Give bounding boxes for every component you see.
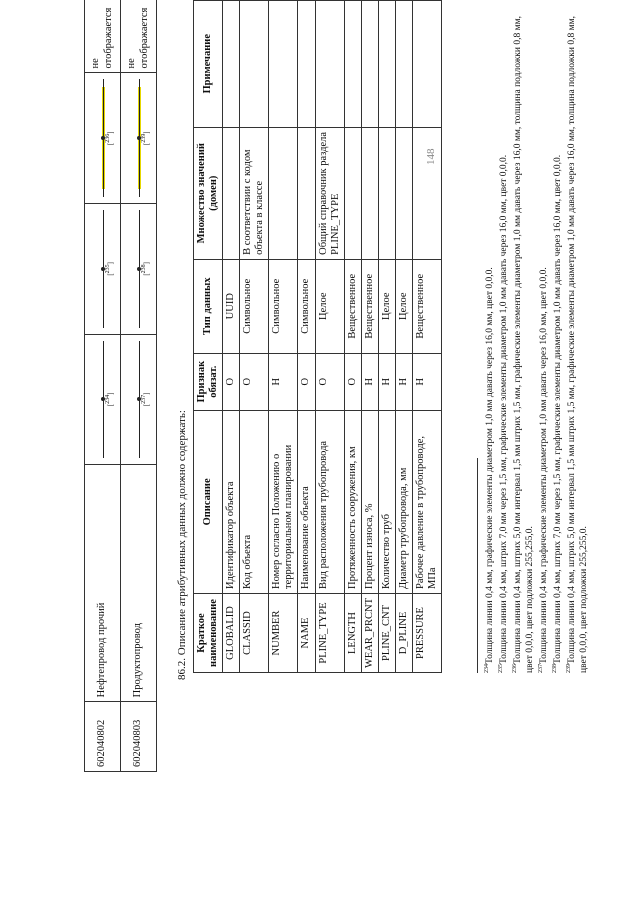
cell-required: Н <box>378 353 395 410</box>
table-row <box>344 1 361 673</box>
cell-domain <box>269 127 298 259</box>
col-header-short-name: Краткое наименование <box>194 593 223 672</box>
footnote-number: 236 <box>512 664 519 673</box>
cell-domain <box>223 127 240 259</box>
table-row <box>315 1 344 673</box>
cell-description: Номер согласно Положению о территориальном планировании <box>269 410 298 593</box>
cell-data-type: Вещественное <box>361 259 378 353</box>
cell-short-name: NAME <box>298 593 315 672</box>
cell-domain <box>395 127 412 259</box>
section-caption: 86.2. Описание атрибутивных данных должно содержать: <box>176 410 188 680</box>
cell-description: Вид расположения трубопровода <box>315 410 344 593</box>
cell-domain <box>378 127 395 259</box>
cell-data-type: Символьное <box>298 259 315 353</box>
legend-row <box>121 0 157 772</box>
cell-note <box>240 1 269 128</box>
cell-note <box>269 1 298 128</box>
object-code: 602040802 <box>85 702 121 772</box>
cell-short-name: GLOBALID <box>223 593 240 672</box>
col-header-domain: Множество значений (домен) <box>194 127 223 259</box>
cell-required: О <box>315 353 344 410</box>
cell-description: Протяженность сооружения, км <box>344 410 361 593</box>
cell-domain: Общий справочник раздела PLINE_TYPE <box>315 127 344 259</box>
col-header-note: Примечание <box>194 1 223 128</box>
cell-short-name: D_PLINE <box>395 593 412 672</box>
col-header-description: Описание <box>194 410 223 593</box>
cell-note <box>395 1 412 128</box>
cell-note <box>223 1 240 128</box>
cell-short-name: NUMBER <box>269 593 298 672</box>
cell-data-type: Вещественное <box>412 259 441 353</box>
legend-rows-table <box>84 0 157 772</box>
attribute-table <box>193 0 442 673</box>
footnotes <box>484 13 592 673</box>
cell-short-name: WEAR_PRCNT <box>361 593 378 672</box>
footnote-text: Толщина линии 0,4 мм, штрих 5,0 мм интервал 1,5 мм штрих 1,5 мм, графические элементы диаметром 1,0 мм давать через 16,0 мм, толщина подложки 0,8 мм, цвет 0,0,0, цвет подложки 255,255,0. <box>567 16 590 673</box>
table-row <box>269 1 298 673</box>
cell-description: Код объекта <box>240 410 269 593</box>
cell-note <box>361 1 378 128</box>
object-code: 602040803 <box>121 702 157 772</box>
col-header-required: Признак обязат. <box>194 353 223 410</box>
legend-row <box>85 0 121 772</box>
cell-short-name: PRESSURE <box>412 593 441 672</box>
display-note: не отображается <box>121 0 157 73</box>
footnote-separator <box>477 458 478 673</box>
sign-underlay: [$^{236}$] <box>85 73 121 204</box>
object-name: Продуктопровод <box>121 465 157 702</box>
table-row <box>361 1 378 673</box>
cell-data-type: Целое <box>395 259 412 353</box>
table-row <box>412 1 441 673</box>
sign-solid: [$^{237}$] <box>121 334 157 465</box>
cell-data-type: Целое <box>378 259 395 353</box>
table-row <box>378 1 395 673</box>
cell-description: Наименование объекта <box>298 410 315 593</box>
cell-note <box>315 1 344 128</box>
table-row <box>240 1 269 673</box>
cell-note <box>344 1 361 128</box>
cell-required: О <box>223 353 240 410</box>
sign-solid: [$^{234}$] <box>85 334 121 465</box>
table-row <box>298 1 315 673</box>
cell-domain <box>298 127 315 259</box>
cell-description: Диаметр трубопровода, мм <box>395 410 412 593</box>
footnote <box>498 13 511 673</box>
cell-data-type: Символьное <box>269 259 298 353</box>
footnote-number: 235 <box>498 664 505 673</box>
cell-required: Н <box>412 353 441 410</box>
object-name: Нефтепровод прочий <box>85 465 121 702</box>
cell-domain: В соответствии с кодом объекта в классе <box>240 127 269 259</box>
cell-short-name: PLINE_CNT <box>378 593 395 672</box>
cell-description: Количество труб <box>378 410 395 593</box>
footnote-text: Толщина линии 0,4 мм, графические элементы диаметром 1,0 мм давать через 16,0 мм, цвет 0,0,0. <box>539 267 550 664</box>
cell-required: Н <box>269 353 298 410</box>
footnote <box>538 13 551 673</box>
table-row <box>395 1 412 673</box>
footnote-text: Толщина линии 0,4 мм, штрих 7,0 мм через 1,5 мм, графические элементы диаметром 1,0 мм давать через 16,0 мм, цвет 0,0,0. <box>499 154 510 664</box>
cell-description: Процент износа, % <box>361 410 378 593</box>
footnote-number: 239 <box>566 664 573 673</box>
footnote-text: Толщина линии 0,4 мм, штрих 5,0 мм интервал 1,5 мм штрих 1,5 мм, графические элементы диаметром 1,0 мм давать через 16,0 мм, толщина подложки 0,8 мм, цвет 0,0,0, цвет подложки 255,255,0. <box>513 16 536 673</box>
footnote <box>566 13 591 673</box>
footnote <box>512 13 537 673</box>
cell-description: Идентификатор объекта <box>223 410 240 593</box>
cell-short-name: LENGTH <box>344 593 361 672</box>
footnote-text: Толщина линии 0,4 мм, графические элементы диаметром 1,0 мм давать через 16,0 мм, цвет 0,0,0. <box>485 267 496 664</box>
cell-data-type: UUID <box>223 259 240 353</box>
cell-domain <box>361 127 378 259</box>
cell-short-name: PLINE_TYPE <box>315 593 344 672</box>
footnote-number: 238 <box>552 664 558 673</box>
sign-dashed: [$^{235}$] <box>85 204 121 335</box>
cell-description: Рабочее давление в трубопроводе, МПа <box>412 410 441 593</box>
header-row <box>194 1 223 673</box>
cell-note <box>378 1 395 128</box>
cell-required: Н <box>395 353 412 410</box>
cell-note <box>412 1 441 128</box>
table-row <box>223 1 240 673</box>
cell-domain <box>412 127 441 259</box>
cell-domain <box>344 127 361 259</box>
sign-underlay: [$^{239}$] <box>121 73 157 204</box>
sign-dashed: [$^{238}$] <box>121 204 157 335</box>
cell-required: О <box>298 353 315 410</box>
page-number: 148 <box>425 148 437 165</box>
cell-data-type: Символьное <box>240 259 269 353</box>
footnote <box>484 13 497 673</box>
footnote <box>552 13 565 673</box>
cell-data-type: Вещественное <box>344 259 361 353</box>
cell-required: О <box>344 353 361 410</box>
cell-data-type: Целое <box>315 259 344 353</box>
cell-short-name: CLASSID <box>240 593 269 672</box>
cell-note <box>298 1 315 128</box>
col-header-data-type: Тип данных <box>194 259 223 353</box>
cell-required: Н <box>361 353 378 410</box>
footnote-text: Толщина линии 0,4 мм, штрих 7,0 мм через 1,5 мм, графические элементы диаметром 1,0 мм давать через 16,0 мм, цвет 0,0,0. <box>553 154 564 664</box>
cell-required: О <box>240 353 269 410</box>
footnote-number: 237 <box>537 664 544 673</box>
display-note: не отображается <box>85 0 121 73</box>
footnote-number: 234 <box>484 664 490 673</box>
